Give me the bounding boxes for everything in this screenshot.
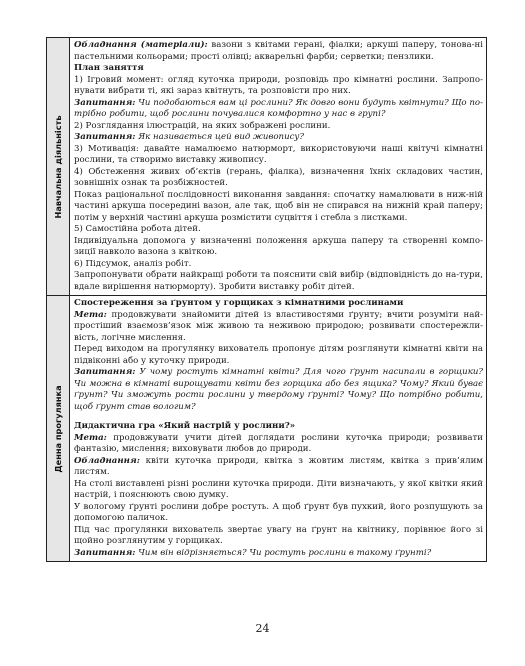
paragraph <box>74 190 483 225</box>
paragraph <box>74 270 483 293</box>
term-text: квіти куточка природи, квітка з жовтим листям, квітка з прив’ялим листям. <box>74 455 483 477</box>
table-row <box>47 38 487 296</box>
paragraph <box>74 259 483 271</box>
paragraph <box>74 224 483 236</box>
body-text: 2) Розглядання ілюстрацій, на яких зображені рослини. <box>74 120 331 131</box>
paragraph <box>74 344 483 367</box>
term-text: Чим він відрізняється? Чи ростуть рослини в такому ґрунті? <box>135 547 432 558</box>
paragraph <box>74 502 483 525</box>
term-text: Як називається цей вид живопису? <box>135 132 305 142</box>
body-text: 6) Підсумок, аналіз робіт. <box>74 258 192 269</box>
body-text: На столі виставлені різні рослини куточка природи. Діти визначають, у якої квітки який настрій, і пояснюють свою думку. <box>74 478 483 500</box>
paragraph <box>74 132 483 144</box>
paragraph <box>74 525 483 548</box>
paragraph <box>74 98 483 121</box>
paragraph <box>74 75 483 98</box>
paragraph <box>74 298 483 310</box>
body-text: 1) Ігровий момент: огляд куточка природи, розповідь про кімнатні рослини. Запропо-нувати вибрати ті, які зараз квітнуть, та розповісти про них. <box>74 74 483 96</box>
section-label-cell <box>47 296 70 562</box>
body-text: У вологому ґрунті рослини добре ростуть. А щоб ґрунт був пухкий, його розпушують за допомогою паличок. <box>74 501 483 523</box>
table-row <box>47 296 487 562</box>
term-label: Мета: <box>74 309 107 320</box>
paragraph <box>74 310 483 345</box>
paragraph <box>74 421 483 433</box>
paragraph <box>74 40 483 63</box>
body-text: 3) Мотивація: давайте намалюємо натюрморт, використовуючи наші квітучі кімнатні рослини, та створимо виставку живопису. <box>74 143 483 165</box>
body-text: 5) Самостійна робота дітей. <box>74 224 201 234</box>
term-text: У чому ростуть кімнатні квіти? Для чого ґрунт насипали в горщики? Чи можна в кімнаті вирощувати квіти без горщика або без ящика? Чому? Який буває ґрунт? Чи зможуть рости рослини у твердому ґрунті? Чому? Що потрібно робити, щоб ґрунт став вологим? <box>74 367 483 412</box>
term-label: Запитання: <box>74 547 136 558</box>
subheading: Дидактична гра «Який настрій у рослини?» <box>74 421 296 431</box>
term-text: вазони з квітами герані, фіалки; аркуші паперу, тонова-ні пастельними кольорами; прості олівці; акварельні фарби; серветки; пензлики. <box>74 40 483 62</box>
term-label: Мета: <box>74 432 107 443</box>
subheading: Спостереження за ґрунтом у горщиках з кімнатними рослинами <box>74 298 404 308</box>
page-number: 24 <box>255 622 270 635</box>
body-text: Перед виходом на прогулянку вихователь пропонує дітям розглянути кімнатні квіти на підвіконні або у куточку природи. <box>74 344 483 366</box>
body-text: 4) Обстеження живих об’єктів (герань, фіалка), визначення їхніх складових частин, зовнішніх ознак та розбіжностей. <box>74 166 483 188</box>
paragraph <box>74 167 483 190</box>
subheading: План заняття <box>74 63 144 73</box>
section-content <box>70 38 487 296</box>
paragraph <box>74 433 483 456</box>
term-label: Запитання: <box>74 367 136 377</box>
body-text: Показ раціональної послідовності виконання завдання: спочатку намалювати в ниж-ній частині аркуша посередині вазон, але так, щоб він не спирався на нижній край паперу; потім у верхній частині аркуша розмістити суцвіття і стебла з листками. <box>74 189 483 223</box>
section-label: Денна прогулянка <box>53 384 63 473</box>
section-label: Навчальна діяльність <box>53 115 63 218</box>
section-label-cell <box>47 38 70 296</box>
spacer <box>74 413 483 421</box>
paragraph <box>74 367 483 413</box>
paragraph <box>74 144 483 167</box>
paragraph <box>74 548 483 560</box>
body-text: Під час прогулянки вихователь звертає увагу на ґрунт на квітнику, порівнює його зі щойно розглянутим у горщиках. <box>74 524 483 546</box>
paragraph <box>74 236 483 259</box>
term-text: Чи подобаються вам ці рослини? Як довго вони будуть квітнути? Що по-трібно робити, щоб рослини почувалися комфортно у нас в групі? <box>74 97 483 119</box>
section-content <box>70 296 487 562</box>
term-text: продовжувати учити дітей доглядати рослини куточка природи; розвивати фантазію, мислення; виховувати любов до природи. <box>74 432 483 454</box>
term-label: Обладнання: <box>74 455 140 466</box>
term-text: продовжувати знайомити дітей із властивостями ґрунту; вчити розуміти най-простіший взаємозв’язок між живою та неживою природою; розвивати спостережли-вість, логічне мислення. <box>74 309 483 343</box>
paragraph <box>74 121 483 133</box>
body-text: Індивідуальна допомога у визначенні положення аркуша паперу та створенні компо-зиції навколо вазона з квіткою. <box>74 235 483 257</box>
paragraph <box>74 63 483 75</box>
paragraph <box>74 456 483 479</box>
term-label: Обладнання (матеріали): <box>74 40 208 50</box>
term-label: Запитання: <box>74 132 136 142</box>
page <box>46 37 487 562</box>
body-text: Запропонувати обрати найкращі роботи та пояснити свій вибір (відповідність до на-тури, вдале вирішення натюрморту). Зробити виставку робіт дітей. <box>74 270 483 292</box>
paragraph <box>74 479 483 502</box>
lesson-table <box>46 37 487 562</box>
term-label: Запитання: <box>74 97 136 108</box>
